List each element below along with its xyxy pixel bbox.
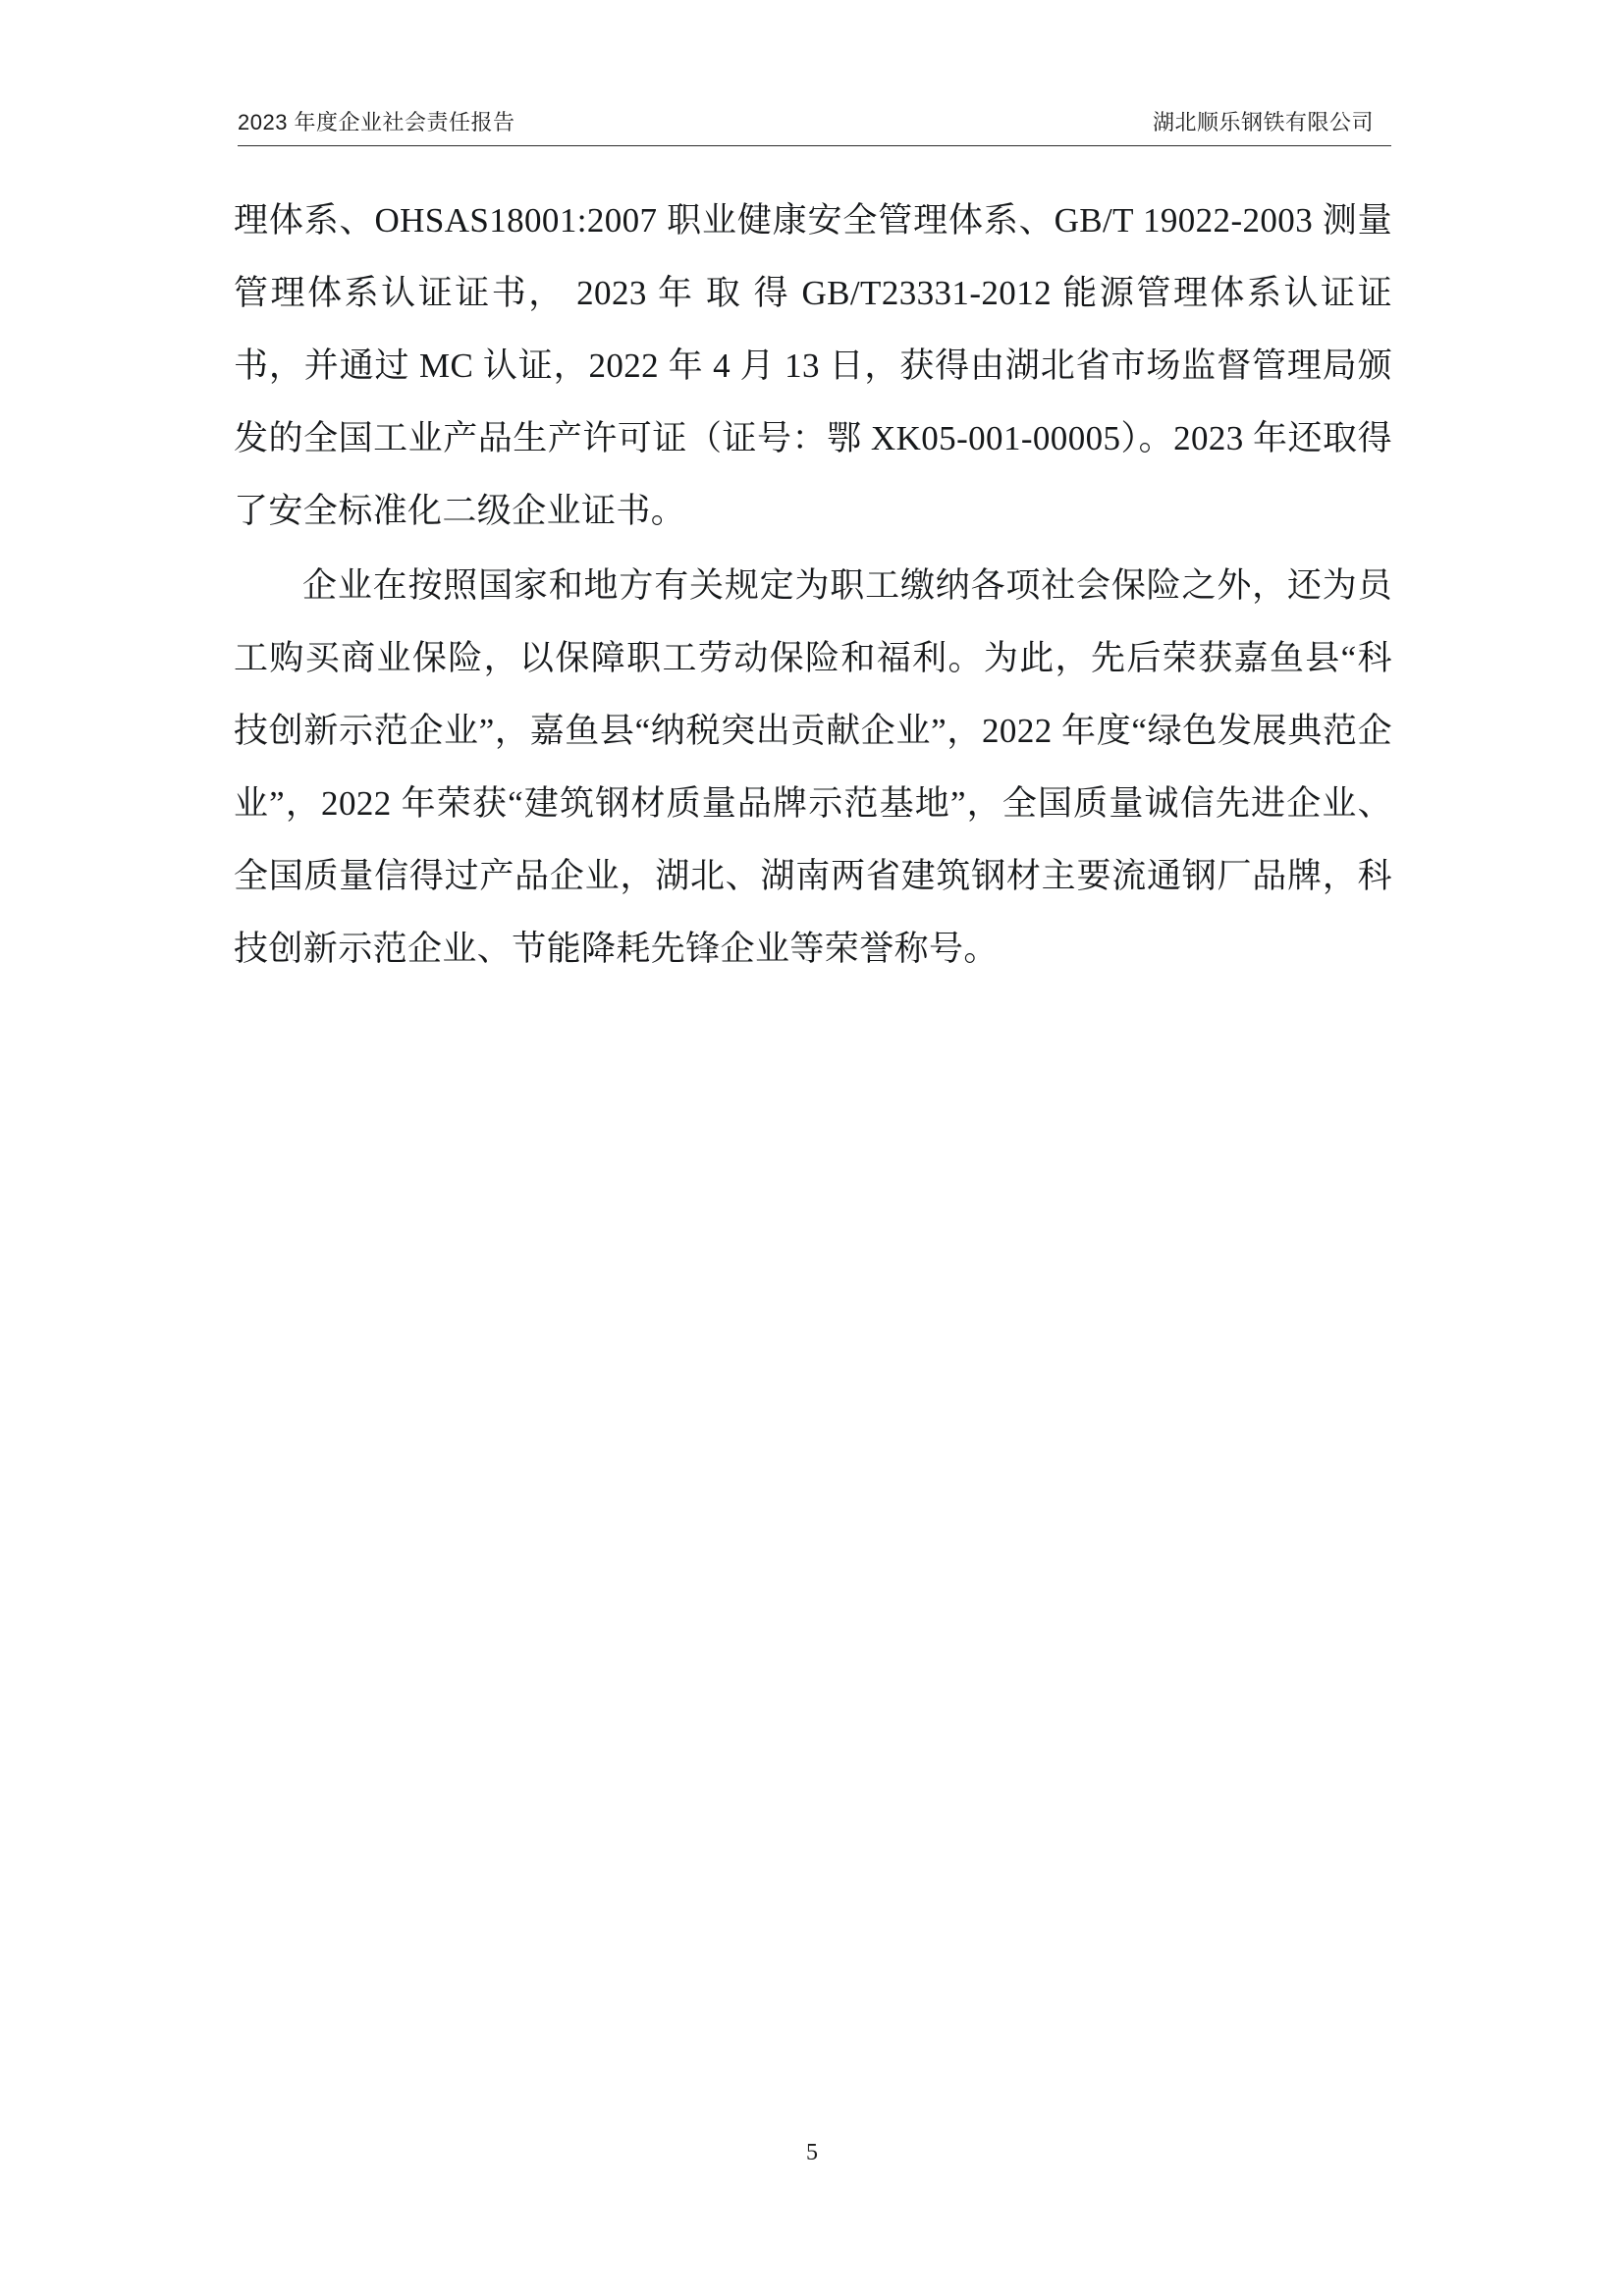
header-report-title: 2023 年度企业社会责任报告 — [238, 110, 515, 134]
page-header — [238, 106, 1391, 136]
body-paragraph-2: 企业在按照国家和地方有关规定为职工缴纳各项社会保险之外，还为员工购买商业保险，以保障职工劳动保险和福利。为此，先后荣获嘉鱼县“科技创新示范企业”，嘉鱼县“纳税突出贡献企业”，2022 年度“绿色发展典范企业”，2022 年荣获“建筑钢材质量品牌示范基地”，全国质量诚信先进企业、全国质量信得过产品企业，湖北、湖南两省建筑钢材主要流通钢厂品牌，科技创新示范企业、节能降耗先锋企业等荣誉称号。 — [234, 566, 1392, 968]
header-divider — [238, 145, 1391, 146]
body-paragraph-1: 理体系、OHSAS18001:2007 职业健康安全管理体系、GB/T 19022-2003 测量管理体系认证证书， 2023 年 取 得 GB/T23331-2012 能源管理体系认证证书，并通过 MC 认证，2022 年 4 月 13 日，获得由湖北省市场监督管理局颁发的全国工业产品生产许可证（证号：鄂 XK05-001-00005）。2023 年还取得了安全标准化二级企业证书。 — [234, 201, 1392, 530]
page-body — [234, 185, 1392, 986]
page-number: 5 — [806, 2140, 818, 2165]
header-company-name: 湖北顺乐钢铁有限公司 — [1152, 110, 1374, 134]
